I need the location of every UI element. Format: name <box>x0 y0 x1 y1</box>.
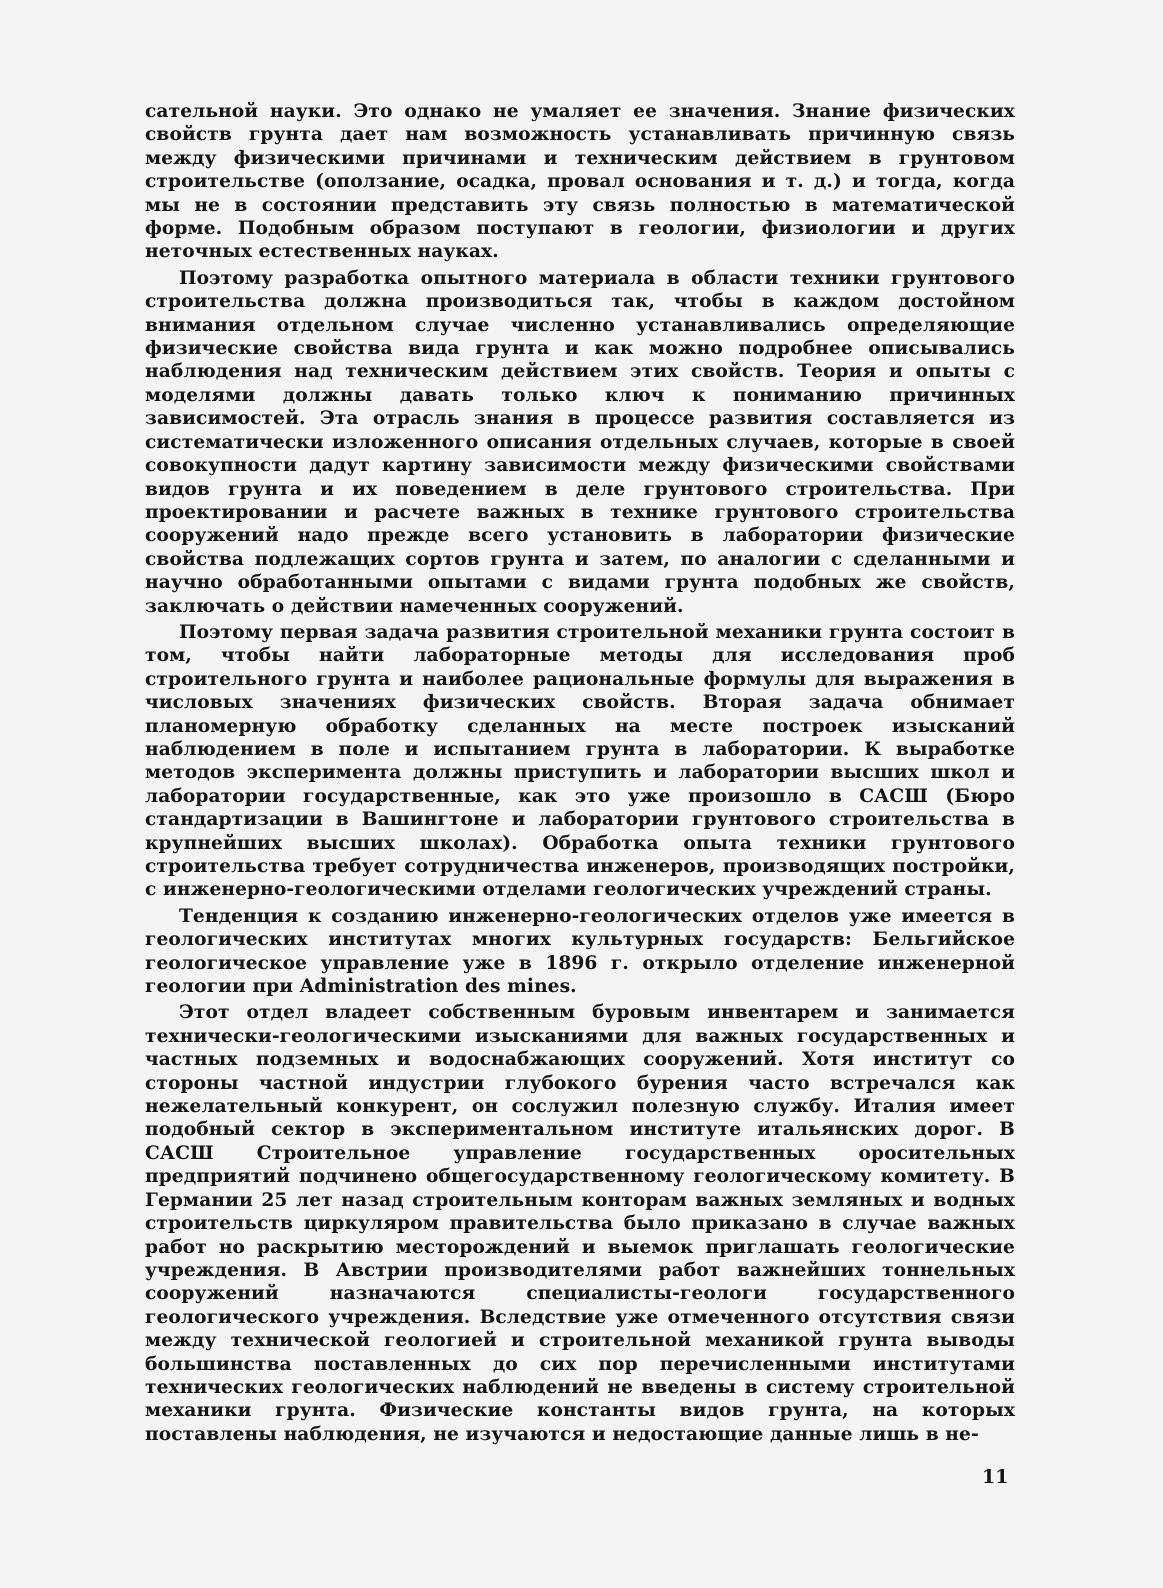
page-number: 11 <box>982 1466 1009 1488</box>
paragraph-4: Тенденция к созданию инженерно-геологических отделов уже имеется в геологических институтах многих культурных государств: Бельгийское геологическое управление уже в 1896 г. открыло отделение инженерной геологии при Administration des mines. <box>145 905 1015 998</box>
paragraph-5: Этот отдел владеет собственным буровым инвентарем и занимается технически-геологическими изысканиями для важных государственных и частных подземных и водоснабжающих сооружений. Хотя институт со стороны частной индустрии глубокого бурения часто встречался как нежелательный конкурент, он сослужил полезную службу. Италия имеет подобный сектор в экспериментальном институте итальянских дорог. В САСШ Строительное управление государственных оросительных предприятий подчинено общегосударственному геологическому комитету. В Германии 25 лет назад строительным конторам важных земляных и водных строительств циркуляром правительства было приказано в случае важных работ но раскрытию месторождений и выемок приглашать геологические учреждения. В Австрии производителями работ важнейших тоннельных сооружений назначаются специалисты-геологи государственного геологического учреждения. Вследствие уже отмеченного отсутствия связи между технической геологией и строительной механикой грунта выводы большинства поставленных до сих пор перечисленными институтами технических геологических наблюдений не введены в систему строительной механики грунта. Физические константы видов грунта, на которых поставлены наблюдения, не изучаются и недостающие данные лишь в не- <box>145 1002 1015 1445</box>
paragraph-1: сательной науки. Это однако не умаляет ее значения. Знание физических свойств грунта дает нам возможность устанавливать причинную связь между физическими причинами и техническим действием в грунтовом строительстве (оползание, осадка, провал основания и т. д.) и тогда, когда мы не в состоянии представить эту связь полностью в математической форме. Подобным образом поступают в геологии, физиологии и других неточных естественных науках. <box>145 101 1015 263</box>
paragraph-2: Поэтому разработка опытного материала в области техники грунтового строительства должна производиться так, чтобы в каждом достойном внимания отдельном случае численно устанавливались определяющие физические свойства вида грунта и как можно подробнее описывались наблюдения над техническим действием этих свойств. Теория и опыты с моделями должны давать только ключ к пониманию причинных зависимостей. Эта отрасль знания в процессе развития составляется из систематически изложенного описания отдельных случаев, которые в своей совокупности дадут картину зависимости между физическими свойствами видов грунта и их поведением в деле грунтового строительства. При проектировании и расчете важных в технике грунтового строительства сооружений надо прежде всего установить в лаборатории физические свойства подлежащих сортов грунта и затем, по аналогии с сделанными и научно обработанными опытами с видами грунта подобных же свойств, заключать о действии намеченных сооружений. <box>145 267 1015 617</box>
paragraph-3: Поэтому первая задача развития строительной механики грунта состоит в том, чтобы найти лабораторные методы для исследования проб строительного грунта и наиболее рациональные формулы для выражения в числовых значениях физических свойств. Вторая задача обнимает планомерную обработку сделанных на месте построек изысканий наблюдением в поле и испытанием грунта в лаборатории. К выработке методов эксперимента должны приступить и лаборатории высших школ и лаборатории государственные, как это уже произошло в САСШ (Бюро стандартизации в Вашингтоне и лаборатории грунтового строительства в крупнейших высших школах). Обработка опыта техники грунтового строительства требует сотрудничества инженеров, производящих постройки, с инженерно-геологическими отделами геологических учреждений страны. <box>145 621 1015 901</box>
body-text <box>145 100 1015 1449</box>
